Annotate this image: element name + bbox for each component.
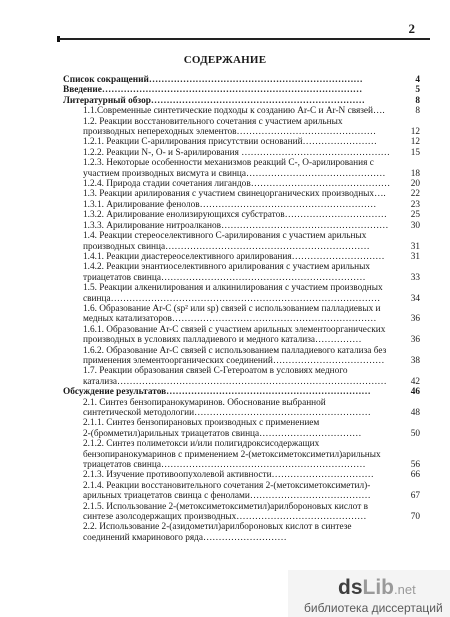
toc-entry-text: 1.3.2. Арилирование енолизирующихся субстратов……………………………	[83, 210, 387, 221]
toc-entry-page: 12	[410, 137, 420, 148]
toc-entry-text: Список сокращений……………………………………………………………	[63, 75, 363, 85]
page-number: 2	[408, 21, 415, 36]
toc-entry	[63, 502, 420, 512]
toc-entry-text: синтезе азолсодержащих производных……………………………………	[83, 512, 367, 523]
toc-entry-text: производных свинца…………………………………………………………	[83, 241, 370, 252]
toc-entry-text: производных в условиях палладиевого и медного катализа……………	[83, 335, 362, 346]
toc-entry-page: 70	[410, 512, 420, 523]
toc-entry-text: производных непереходных элементов………………………………………	[83, 127, 377, 138]
toc-entry-page: 50	[410, 428, 420, 439]
toc-entry-text: синтетической методологии…………………………………………………	[83, 408, 371, 418]
toc-entry	[63, 491, 420, 501]
toc-entry	[63, 366, 420, 376]
toc-entry	[63, 533, 420, 543]
toc-entry	[63, 231, 420, 241]
toc-entry-text: триацетатов свинца…………………………………………………………	[83, 460, 366, 471]
toc-entry-page: 15	[410, 147, 420, 158]
watermark-logo	[338, 576, 416, 600]
toc-entry	[63, 106, 420, 116]
toc-entry-page: 36	[410, 335, 420, 346]
toc-entry-text: арильных триацетатов свинца с фенолами…………………………………	[83, 491, 371, 502]
toc-entry-text: 1.2.1. Реакции C-арилирования присутствии оснований……………………	[83, 137, 377, 148]
toc-entry	[63, 325, 420, 335]
toc-entry-page: 31	[410, 251, 420, 262]
toc-entry-text: 1.2.3. Некоторые особенности механизмов реакций C-, O-арилирования с	[83, 158, 374, 169]
toc-entry-text: медных катализаторов…………………………………………………………	[83, 314, 377, 325]
toc-entry-text: 1.6.2. Образование Ar-C связей с использованием палладиевого катализа без	[83, 345, 387, 356]
toc-entry-page: 56	[410, 460, 420, 471]
toc-entry-page: 31	[410, 241, 420, 252]
toc-entry-text: 1.7. Реакции образования связей C-Гетероатом в условиях медного	[83, 366, 348, 377]
toc-entry-page: 48	[410, 408, 420, 418]
logo-net: .net	[394, 582, 416, 597]
toc-entry-text: Обсуждение результатов…………………………………………………………	[63, 387, 371, 398]
toc-entry-text: 2.1.2. Синтез полиметокси и/или полигидроксисодержащих	[83, 439, 320, 450]
toc-entry-text: 1.1.Современные синтетические подходы к созданию Ar-C и Ar-N связей….	[83, 106, 385, 117]
toc-entry-text: свинца……………………………………………………………………………	[83, 293, 381, 304]
logo-lib: Lib	[362, 576, 395, 599]
toc-entry-page: 30	[410, 220, 420, 231]
toc-entry	[63, 262, 420, 272]
toc-entry	[63, 522, 420, 532]
toc-entry	[63, 127, 420, 137]
toc-entry	[63, 158, 420, 168]
toc-entry	[63, 335, 420, 345]
toc-entry-text: 2.1.4. Реакции восстановительного сочетания 2-(метоксиметоксиметил)-	[83, 480, 371, 491]
toc-entry	[63, 450, 420, 460]
toc-entry	[63, 200, 420, 210]
toc-entry-page: 4	[415, 75, 420, 85]
toc-entry	[63, 460, 420, 470]
toc-entry-page: 8	[415, 106, 420, 117]
toc-entry-text: триацетатов свинца…………………………………………………………	[83, 272, 366, 283]
toc-entry	[63, 481, 420, 491]
toc-entry	[63, 418, 420, 428]
toc-entry-text: 1.4.1. Реакции диастереоселективного арилирования…………………………	[83, 251, 385, 262]
toc-entry	[63, 314, 420, 324]
toc-entry	[63, 242, 420, 252]
watermark-tagline: библиотека диссертаций	[304, 601, 443, 615]
toc-entry-page: 22	[410, 189, 420, 200]
table-of-contents	[63, 75, 420, 543]
toc-entry	[63, 96, 420, 106]
page-title: СОДЕРЖАНИЕ	[183, 54, 267, 66]
toc-entry-text: применения элементоорганических соединений………………………………	[83, 355, 385, 366]
toc-entry-text: 1.3.1. Арилирование фенолов…………………………………………………	[83, 199, 377, 210]
toc-entry	[63, 189, 420, 199]
toc-entry-page: 36	[410, 314, 420, 325]
toc-entry-text: 2-(бромметил)арильных триацетатов свинца……………………………	[83, 428, 362, 439]
toc-entry	[63, 304, 420, 314]
toc-entry-page: 20	[410, 179, 420, 190]
toc-entry	[63, 85, 420, 95]
toc-entry-text: 1.2.2. Реакции N-, O- и S-арилирования …………………………………………	[83, 147, 390, 158]
toc-entry	[63, 346, 420, 356]
toc-entry	[63, 377, 420, 387]
toc-entry-text: 2.1. Синтез бензопиранокумаринов. Обоснование выбранной	[83, 397, 326, 408]
toc-entry	[63, 148, 420, 158]
toc-entry-page: 8	[415, 95, 420, 106]
toc-entry	[63, 117, 420, 127]
toc-entry-page: 46	[410, 387, 420, 398]
toc-entry-page: 5	[415, 85, 420, 96]
toc-entry	[63, 221, 420, 231]
header-rule	[59, 38, 430, 40]
toc-entry-text: соединений кмаринового ряда………………………	[83, 532, 287, 543]
toc-entry-page: 38	[410, 355, 420, 366]
toc-entry-text: катализа……………………………………………………………………………	[83, 376, 387, 387]
toc-entry-text: 1.3.3. Арилирование нитроалканов………………………………………………	[83, 220, 389, 231]
toc-entry-text: 1.5. Реакции алкенилирования и алкинилирования с участием производных	[83, 283, 383, 294]
toc-entry-text: 1.6. Образование Ar-C (sp² или sp) связей с использованием палладиевых и	[83, 303, 381, 314]
toc-entry-page: 42	[410, 376, 420, 387]
toc-entry-page: 33	[410, 272, 420, 283]
toc-entry	[63, 179, 420, 189]
toc-entry	[63, 408, 420, 418]
toc-entry	[63, 210, 420, 220]
toc-entry	[63, 169, 420, 179]
toc-entry-text: 2.1.5. Использование 2-(метоксиметоксиметил)арилбороновых кислот в	[83, 501, 368, 512]
toc-entry-page: 67	[410, 491, 420, 502]
toc-entry	[63, 75, 420, 85]
toc-entry	[63, 439, 420, 449]
toc-entry-page: 66	[410, 470, 420, 481]
toc-entry	[63, 429, 420, 439]
toc-entry	[63, 387, 420, 397]
toc-entry	[63, 252, 420, 262]
watermark-banner	[288, 570, 450, 617]
toc-entry-page: 25	[410, 210, 420, 221]
toc-entry-text: Литературный обзор……………………………………………………………	[63, 95, 365, 106]
toc-entry-page: 18	[410, 168, 420, 179]
toc-entry-text: 1.4.2. Реакции энантиоселективного арилирования с участием арильных	[83, 262, 371, 273]
toc-entry-text: 1.4. Реакции стереоселективного C-арилирования с участием арильных	[83, 231, 367, 242]
toc-entry-text: 2.2. Использование 2-(азидометил)арилбороновых кислот в синтезе	[83, 522, 352, 533]
toc-entry-text: 1.2.4. Природа стадии сочетания лигандов………………………………………	[83, 179, 391, 190]
toc-entry	[63, 470, 420, 480]
toc-entry	[63, 294, 420, 304]
logo-ds: ds	[338, 576, 363, 599]
toc-entry-text: 1.2. Реакции восстановительного сочетания с участием арильных	[83, 116, 343, 127]
toc-entry-text: 2.1.1. Синтез бензопирановых производных с применением	[83, 418, 320, 429]
toc-entry-text: 1.3. Реакции арилирования с участием свинецорганических производных….	[83, 189, 386, 200]
toc-entry-text: Введение…………………………………………………………………………	[63, 85, 363, 96]
toc-entry	[63, 137, 420, 147]
toc-entry	[63, 356, 420, 366]
toc-entry	[63, 398, 420, 408]
toc-entry-text: 2.1.3. Изучение противоопухолевой активности……………………………	[83, 470, 374, 481]
toc-entry-text: 1.6.1. Образование Ar-C связей с участием арильных элементоорганических	[83, 324, 386, 335]
toc-entry	[63, 273, 420, 283]
toc-entry-text: участием производных висмута и свинца………………………………………	[83, 168, 386, 179]
toc-entry-page: 34	[410, 293, 420, 304]
toc-entry-page: 12	[410, 127, 420, 138]
toc-entry	[63, 512, 420, 522]
toc-entry-text: бензопиранокумаринов с применением 2-(метоксиметоксиметил)арильных	[83, 449, 381, 460]
toc-entry-page: 23	[410, 199, 420, 210]
toc-entry	[63, 283, 420, 293]
